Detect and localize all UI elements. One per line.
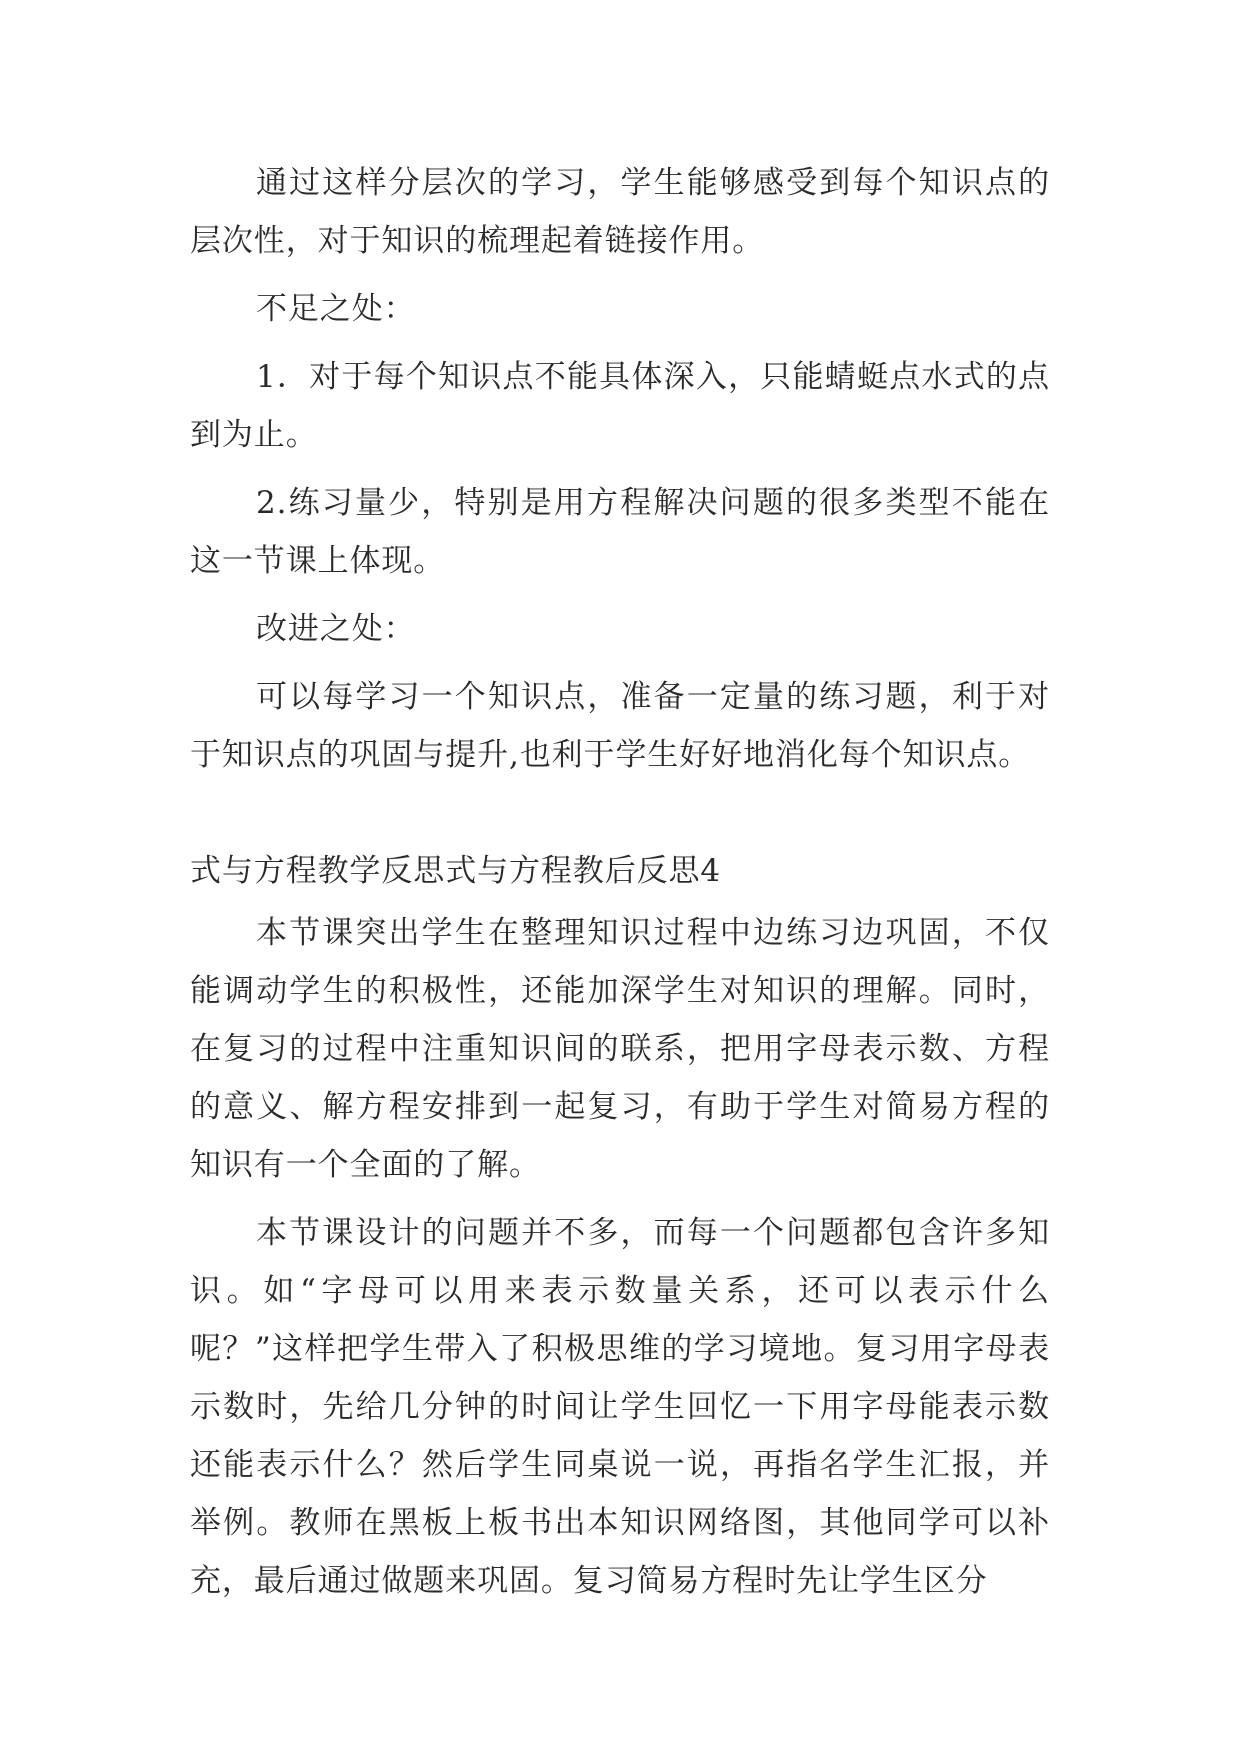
section-heading: 式与方程教学反思式与方程教后反思4 — [190, 853, 722, 889]
paragraph-shortcoming-2: 2.练习量少，特别是用方程解决问题的很多类型不能在这一节课上体现。 — [190, 485, 1050, 579]
paragraph-shortcoming-1: 1．对于每个知识点不能具体深入，只能蜻蜓点水式的点到为止。 — [190, 359, 1050, 453]
paragraph-hierarchical-learning: 通过这样分层次的学习，学生能够感受到每个知识点的层次性，对于知识的梳理起着链接作用。 — [190, 165, 1050, 259]
paragraph-improvement-1: 可以每学习一个知识点，准备一定量的练习题，利于对于知识点的巩固与提升,也利于学生好好地消化每个知识点。 — [190, 679, 1050, 773]
section-spacer — [190, 794, 1050, 842]
paragraph-lesson-questions: 本节课设计的问题并不多，而每一个问题都包含许多知识。如“字母可以用来表示数量关系，还可以表示什么呢？”这样把学生带入了积极思维的学习境地。复习用字母表示数时，先给几分钟的时间让学生回忆一下用字母能表示数还能表示什么？然后学生同桌说一说，再指名学生汇报，并举例。教师在黑板上板书出本知识网络图，其他同学可以补充，最后通过做题来巩固。复习简易方程时先让学生区分 — [190, 1215, 1050, 1599]
document-body — [190, 154, 1050, 1620]
paragraph-shortcomings-label: 不足之处： — [256, 291, 416, 327]
paragraph-improvements-label: 改进之处： — [256, 611, 416, 647]
paragraph-lesson-summary: 本节课突出学生在整理知识过程中边练习边巩固，不仅能调动学生的积极性，还能加深学生对知识的理解。同时，在复习的过程中注重知识间的联系，把用字母表示数、方程的意义、解方程安排到一起复习，有助于学生对简易方程的知识有一个全面的了解。 — [190, 915, 1050, 1183]
